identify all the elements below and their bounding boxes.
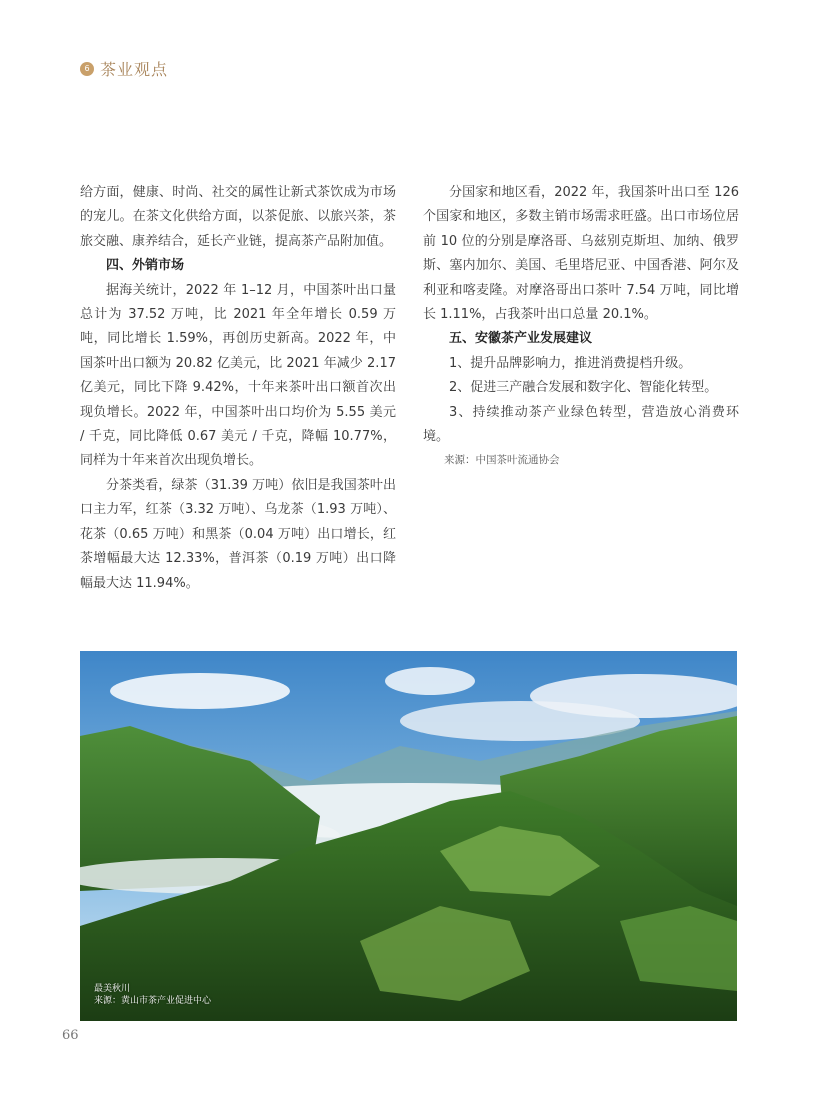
paragraph-continued: 给方面，健康、时尚、社交的属性让新式茶饮成为市场的宠儿。在茶文化供给方面，以茶促旅、以旅兴茶，茶旅交融、康养结合，延长产业链，提高茶产品附加值。 (80, 185, 396, 249)
paragraph-customs-stats: 据海关统计，2022 年 1–12 月，中国茶叶出口量总计为 37.52 万吨，比 2021 年全年增长 0.59 万吨，同比增长 1.59%，再创历史新高。2022 年，中国茶叶出口额为 20.82 亿美元，比 2021 年减少 2.17 亿美元，同比下降 9.42%，十年来茶叶出口额首次出现负增长。2022 年，中国茶叶出口均价为 5.55 美元 / 千克，同比降低 0.67 美元 / 千克，降幅 10.77%，同样为十年来首次出现负增长。 (80, 282, 396, 469)
landscape-photo (80, 651, 737, 1021)
mountain-landscape-image (80, 651, 737, 1021)
suggestion-item-2: 2、促进三产融合发展和数字化、智能化转型。 (449, 380, 718, 396)
heading-anhui-suggestions: 五、安徽茶产业发展建议 (449, 331, 593, 347)
right-column (423, 181, 739, 471)
section-header (80, 57, 168, 80)
page-number: 66 (62, 1028, 79, 1043)
left-column (80, 181, 396, 596)
heading-export-market: 四、外销市场 (106, 258, 185, 274)
suggestion-item-3: 3、持续推动茶产业绿色转型，营造放心消费环境。 (423, 404, 739, 445)
suggestion-item-1: 1、提升品牌影响力，推进消费提档升级。 (449, 355, 692, 371)
section-badge-icon: 6 (80, 62, 94, 76)
paragraph-tea-types: 分茶类看，绿茶（31.39 万吨）依旧是我国茶叶出口主力军，红茶（3.32 万吨）、乌龙茶（1.93 万吨）、花茶（0.65 万吨）和黑茶（0.04 万吨）出口增长，红茶增幅最大达 12.33%，普洱茶（0.19 万吨）出口降幅最大达 11.94%。 (80, 477, 396, 591)
paragraph-countries: 分国家和地区看，2022 年，我国茶叶出口至 126 个国家和地区，多数主销市场需求旺盛。出口市场位居前 10 位的分别是摩洛哥、乌兹别克斯坦、加纳、俄罗斯、塞内加尔、美国、毛里塔尼亚、中国香港、阿尔及利亚和喀麦隆。对摩洛哥出口茶叶 7.54 万吨，同比增长 1.11%，占我茶叶出口总量 20.1%。 (423, 185, 739, 323)
source-note: 来源：中国茶叶流通协会 (444, 454, 560, 467)
photo-caption (94, 983, 211, 1007)
photo-caption-title: 最美秋川 (94, 984, 131, 994)
photo-caption-source: 来源：黄山市茶产业促进中心 (94, 996, 212, 1006)
section-name: 茶业观点 (100, 60, 169, 79)
